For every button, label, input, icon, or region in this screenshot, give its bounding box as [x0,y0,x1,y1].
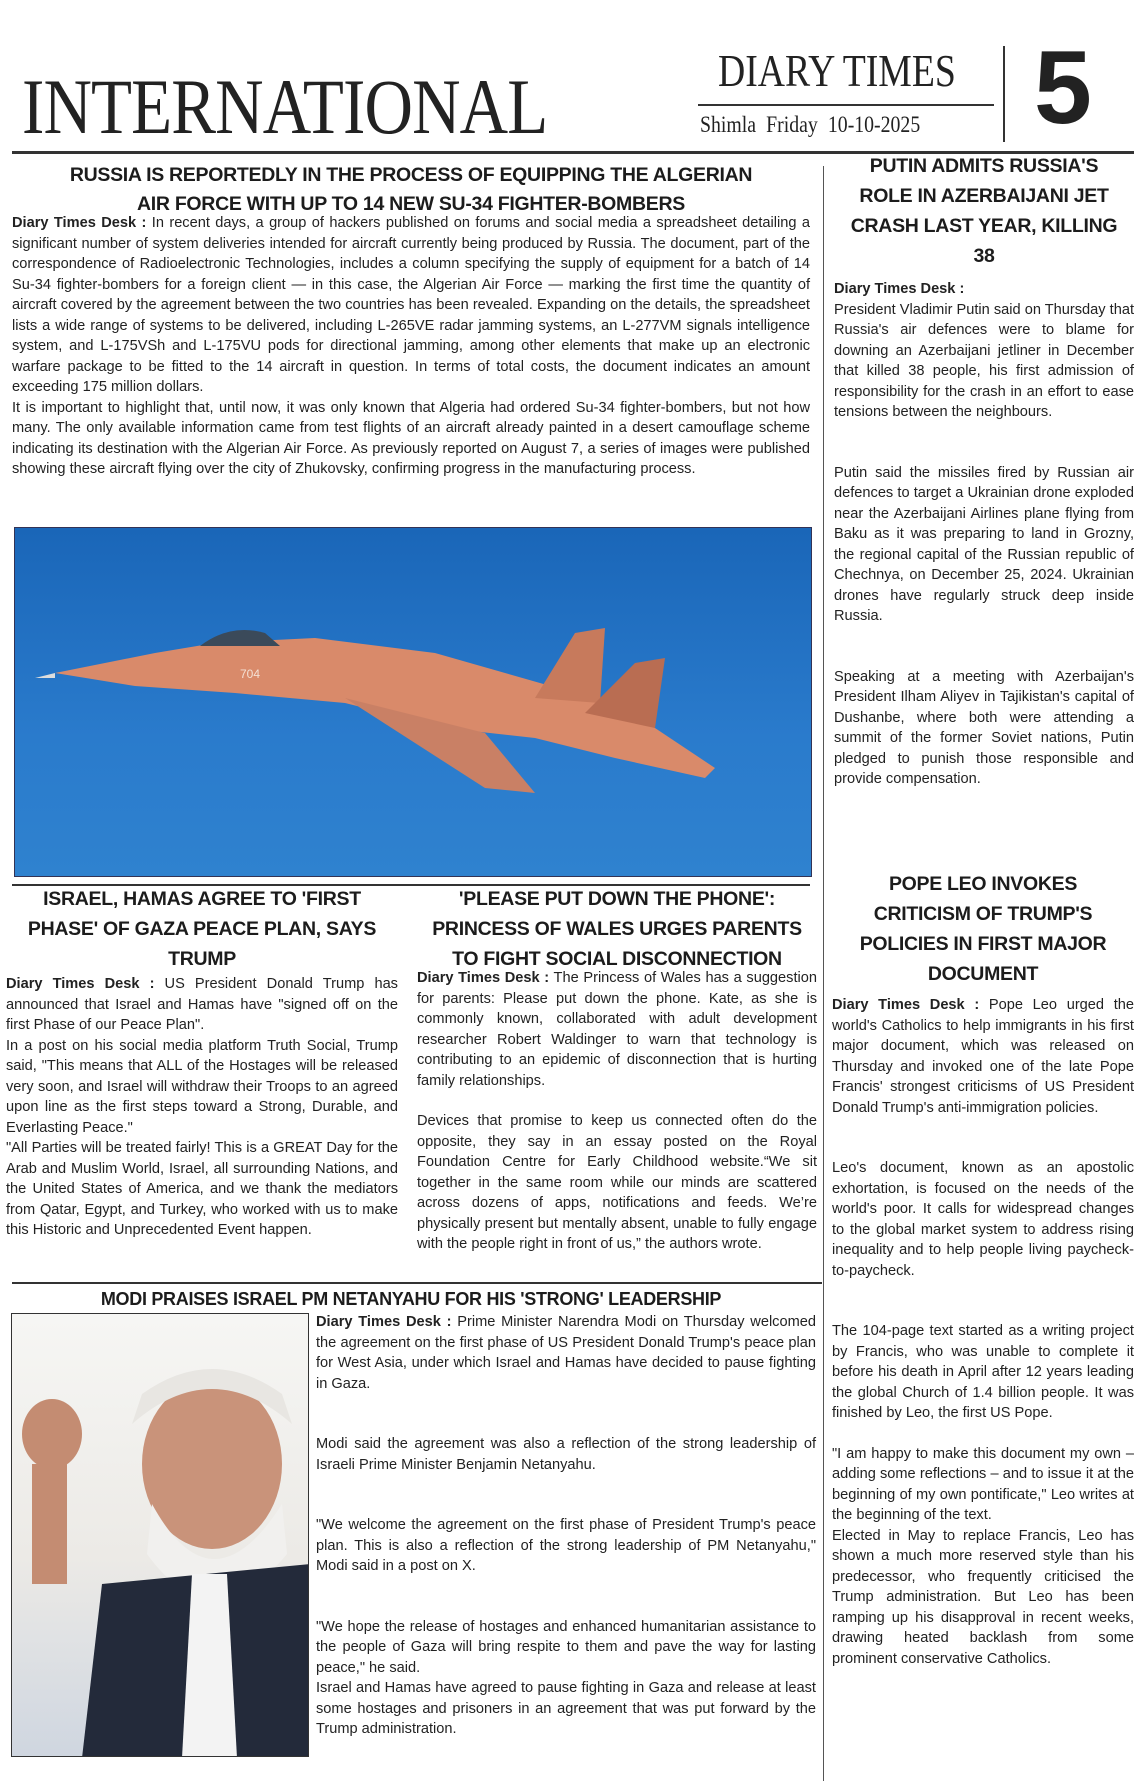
paragraph: Modi said the agreement was also a reflection of the strong leadership of Israeli Prime Minister Benjamin Netanyahu. [316,1436,816,1473]
article-israel [6,884,398,1241]
paragraph: "We welcome the agreement on the first phase of President Trump's peace plan. This is also a reflection of the strong leadership of PM Netanyahu," Modi said in a post on X. [316,1517,816,1574]
paragraph: It is important to highlight that, until now, it was only known that Algeria had ordered Su-34 fighter-bombers, but not how many. The only available information came from test flights of an aircraft already painted in a desert camouflage scheme indicating its destination with the Algerian Air Force. As previously reported on August 7, a series of images were published showing these aircraft flying over the city of Zhukovsky, confirming progress in the manufacturing process. [12,399,810,477]
modi-illustration [12,1314,309,1757]
article-pope [832,869,1134,1669]
day: Friday [766,112,818,137]
paragraph: Devices that promise to keep us connected often do the opposite, they say in an essay posted on the Royal Foundation Centre for Early Childhood website.“We sit together in the same room while our minds are scattered across dozens of apps, notifications and feeds. We’re physically present but mentally absent, unable to fully engage with the people right in front of us,” the authors wrote. [417,1113,817,1252]
paragraph: In a post on his social media platform Truth Social, Trump said, "This means that ALL of the Hostages will be released very soon, and Israel will withdraw their Troops to an agreed upon line as the first steps toward a Strong, Durable, and Everlasting Peace." [6,1037,398,1136]
paragraph: Leo's document, known as an apostolic exhortation, is focused on the needs of the world's poor. It calls for widespread changes to the global market system to address rising inequality and to help people living paycheck-to-paycheck. [832,1160,1134,1279]
paragraph: Pope Leo urged the world's Catholics to help immigrants in his first major document, which was released on Thursday and invoked one of the late Pope Francis' strongest criticisms of US President Donald Trump's anti-immigration policies. [832,997,1134,1116]
paragraph: Elected in May to replace Francis, Leo has shown a much more reserved style than his predecessor, who frequently criticised the Trump administration. But Leo has been ramping up his disapproval in recent weeks, drawing heated backlash from some prominent conservative Catholics. [832,1527,1134,1667]
paragraph: Putin said the missiles fired by Russian air defences to target a Ukrainian drone exploded near the Azerbaijani Airlines plane flying from Baku as it was preparing to land in Grozny, the regional capital of the Russian republic of Chechnya, on December 25, 2024. Ukrainian drones have regularly struck deep inside Russia. [834,464,1134,624]
divider [698,104,994,106]
dateline [700,112,920,138]
desk-label: Diary Times Desk : [417,970,550,986]
paragraph: "We hope the release of hostages and enhanced humanitarian assistance to the people of Gaza will bring respite to them and pave the way for lasting peace," he said. [316,1618,816,1676]
column-divider [823,166,824,1781]
article-russia [12,161,810,480]
jet-number: 704 [240,667,261,681]
paragraph: Prime Minister Narendra Modi on Thursday welcomed the agreement on the first phase of US President Donald Trump's peace plan for West Asia, under which Israel and Hamas have decided to pause fighting in Gaza. [316,1314,816,1392]
paragraph: In recent days, a group of hackers published on forums and social media a spreadsheet detailing a significant number of system deliveries intended for aircraft currently being produced by Russia. The document, part of the correspondence of Radioelectronic Technologies, includes a column specifying the supply of equipment for a batch of 14 Su-34 fighter-bombers for a foreign client — in this case, the Algerian Air Force — marking the first time the quantity of aircraft covered by the agreement between the two countries has been revealed. Expanding on the details, the spreadsheet lists a wide range of systems to be delivered, including L-265VE radar jamming systems, an L-277VM signals intelligence system, and L-175VSh and L-175VU pods for directional jamming, among other elements that make up an electronic warfare package to be fitted to the 14 aircraft in question. In terms of total costs, the document indicates an amount exceeding 175 million dollars. [12,215,811,395]
article-modi [316,1312,816,1740]
city: Shimla [700,112,757,137]
page-number: 5 [1034,30,1092,146]
headline: POPE LEO INVOKES CRITICISM OF TRUMP'S POLICIES IN FIRST MAJOR DOCUMENT [859,873,1107,985]
divider [1003,46,1005,142]
desk-label: Diary Times Desk : [832,997,980,1013]
headline-modi: MODI PRAISES ISRAEL PM NETANYAHU FOR HIS 'STRONG' LEADERSHIP [100,1289,722,1309]
desk-label: Diary Times Desk : [12,215,147,231]
desk-label: Diary Times Desk : [834,281,965,297]
paragraph: "All Parties will be treated fairly! This is a GREAT Day for the Arab and Muslim World, Israel, all surrounding Nations, and the United States of America, and we thank the mediators from Qatar, Egypt, and Turkey, who worked with us to make this Historic and Unprecedented Event happen. [6,1140,398,1238]
paragraph: The Princess of Wales has a suggestion for parents: Please put down the phone. Kate, as she is commonly known, collaborated with adult development researcher Robert Waldinger to warn that technology is contributing to an epidemic of disconnection that is hurting family relationships. [417,970,817,1089]
paper-name: DIARY TIMES [718,45,956,96]
paragraph: President Vladimir Putin said on Thursday that Russia's air defences were to blame for downing an Azerbaijani jetliner in December that killed 38 people, his first admission of responsibility for the crash in an effort to ease tensions between the neighbours. [834,301,1134,420]
section-title: INTERNATIONAL [22,63,548,150]
paragraph: "I am happy to make this document my own – adding some reflections – and to issue it at the beginning of my own pontificate," Leo writes at the beginning of the text. [832,1445,1134,1523]
article-princess-of-wales [417,884,817,1255]
date: 10-10-2025 [827,112,921,137]
desk-label: Diary Times Desk : [316,1314,452,1330]
su34-jet-photo [14,527,812,877]
headline: ISRAEL, HAMAS AGREE TO 'FIRST PHASE' OF GAZA PEACE PLAN, SAYS TRUMP [27,888,377,970]
headline: RUSSIA IS REPORTEDLY IN THE PROCESS OF EQUIPPING THE ALGERIAN AIR FORCE WITH UP TO 14 NEW SU-34 FIGHTER-BOMBERS [69,164,753,215]
headline: PUTIN ADMITS RUSSIA'S ROLE IN AZERBAIJANI JET CRASH LAST YEAR, KILLING 38 [850,155,1118,267]
paragraph: Israel and Hamas have agreed to pause fighting in Gaza and release at least some hostages and prisoners in an agreement that was put forward by the Trump administration. [316,1680,816,1737]
desk-label: Diary Times Desk : [6,976,155,992]
paragraph: The 104-page text started as a writing project by Francis, who was unable to complete it before his death in April after 12 years leading the global Church of 1.4 billion people. It was finished by Leo, the first US Pope. [832,1323,1134,1421]
headline: 'PLEASE PUT DOWN THE PHONE': PRINCESS OF WALES URGES PARENTS TO FIGHT SOCIAL DISCONNECTION [432,888,802,970]
jet-illustration [15,528,813,878]
paragraph: US President Donald Trump has announced that Israel and Hamas have "signed off on the first Phase of our Peace Plan". [6,976,398,1033]
article-putin [834,151,1134,790]
paragraph: Speaking at a meeting with Azerbaijan's President Ilham Aliyev in Tajikistan's capital of Dushanbe, where both were attending a summit of the former Soviet nations, Putin pledged to punish those responsible and provide compensation. [834,668,1134,787]
modi-photo [11,1313,309,1757]
